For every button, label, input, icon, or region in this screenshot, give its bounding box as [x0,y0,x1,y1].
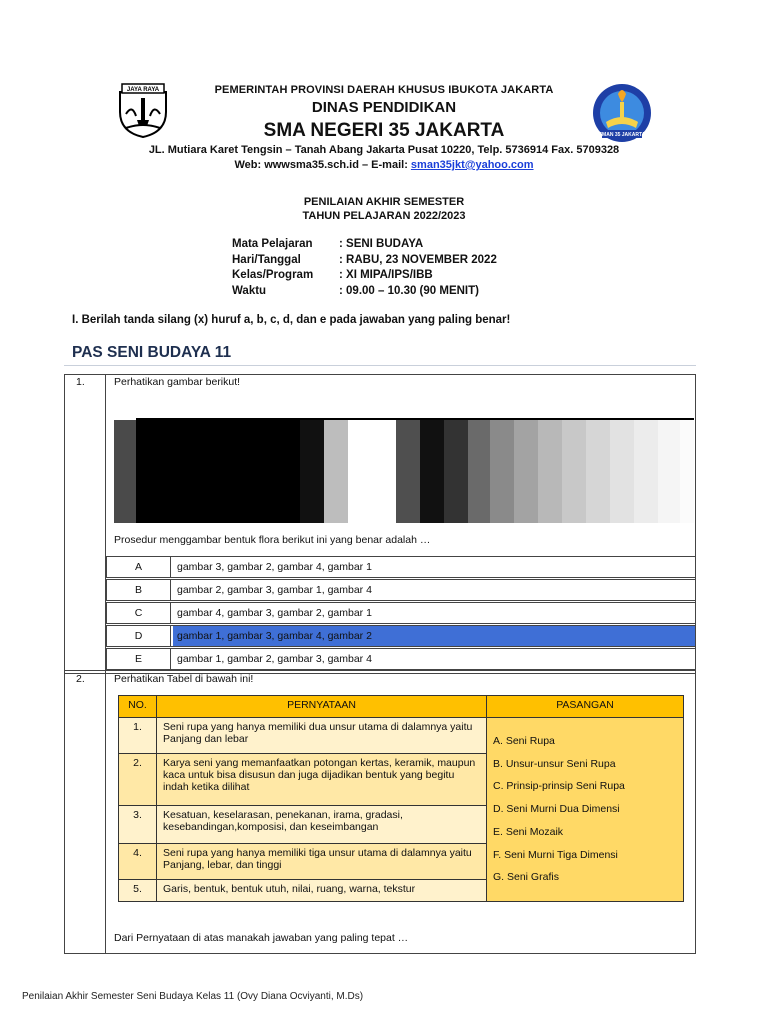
pair-item: E. Seni Mozaik [493,825,564,838]
exam-info [232,238,497,300]
info-key: Kelas/Program [232,269,314,281]
row-statement: Karya seni yang memanfaatkan potongan kertas, keramik, maupun kaca untuk bisa disusun dan juga dijadikan bentuk yang begitu indah ketika dilihat [157,754,487,806]
option-letter: D [107,626,171,646]
pair-item: G. Seni Grafis [493,871,559,884]
svg-text:SMAN 35 JAKARTA: SMAN 35 JAKARTA [598,132,646,138]
header-statement: PERNYATAAN [157,696,487,718]
question-1-number: 1. [76,376,85,388]
header-government-line: PEMERINTAH PROVINSI DAERAH KHUSUS IBUKOTA JAKARTA [214,84,554,96]
row-number: 5. [119,880,157,902]
info-row [232,285,497,301]
option-a[interactable] [106,556,696,578]
option-text: gambar 2, gambar 3, gambar 1, gambar 4 [177,584,372,596]
section-divider [64,365,696,366]
option-c[interactable] [106,602,696,624]
option-letter: C [107,603,171,623]
info-key: Hari/Tanggal [232,253,301,266]
svg-text:JAYA RAYA: JAYA RAYA [126,87,160,93]
question-1-prompt: Perhatikan gambar berikut! [114,376,241,388]
header-web: Web: wwwsma35.sch.id – E-mail: [234,159,411,171]
header-school-name: SMA NEGERI 35 JAKARTA [263,120,505,141]
row-number: 1. [119,718,157,754]
info-row [232,254,497,270]
header-no: NO. [119,696,157,718]
pair-item: C. Prinsip-prinsip Seni Rupa [493,780,625,793]
header-address: JL. Mutiara Karet Tengsin – Tanah Abang Jakarta Pusat 10220, Telp. 5736914 Fax. 5709328 [148,144,620,156]
table-row [119,718,684,754]
pair-list [487,718,684,902]
page-footer: Penilaian Akhir Semester Seni Budaya Kelas 11 (Ovy Diana Ocviyanti, M.Ds) [22,991,364,1002]
header-pair: PASANGAN [487,696,684,718]
question-1-number-cell [64,374,106,674]
option-letter: E [107,649,171,669]
info-row [232,269,497,285]
option-letter: B [107,580,171,600]
email-link[interactable]: sman35jkt@yahoo.com [410,159,534,171]
info-row [232,238,497,254]
question-2-number-cell [64,670,106,954]
question-2-number: 2. [76,673,85,685]
info-key: Mata Pelajaran [232,238,313,250]
question-2-text: Dari Pernyataan di atas manakah jawaban yang paling tepat … [114,932,409,944]
instruction: I. Berilah tanda silang (x) huruf a, b, c, d, dan e pada jawaban yang paling benar! [72,314,511,326]
exam-title: PENILAIAN AKHIR SEMESTER [303,196,465,208]
exam-year: TAHUN PELAJARAN 2022/2023 [302,210,466,222]
row-statement: Seni rupa yang hanya memiliki tiga unsur utama di dalamnya yaitu Panjang, lebar, dan tinggi [157,844,487,880]
header-contact [0,159,768,171]
statement-table [118,695,684,902]
row-statement: Seni rupa yang hanya memiliki dua unsur utama di dalamnya yaitu Panjang dan lebar [157,718,487,754]
pair-item: F. Seni Murni Tiga Dimensi [493,848,618,861]
option-e[interactable] [106,648,696,670]
option-d-selected[interactable] [106,625,696,647]
info-value: : RABU, 23 NOVEMBER 2022 [339,253,497,266]
option-text: gambar 1, gambar 2, gambar 3, gambar 4 [177,653,372,665]
row-statement: Garis, bentuk, bentuk utuh, nilai, ruang, warna, tekstur [157,880,487,902]
option-b[interactable] [106,579,696,601]
pair-item: D. Seni Murni Dua Dimensi [493,803,620,816]
option-text: gambar 3, gambar 2, gambar 4, gambar 1 [177,561,372,573]
option-text: gambar 1, gambar 3, gambar 4, gambar 2 [173,626,695,646]
row-number: 4. [119,844,157,880]
info-value: : 09.00 – 10.30 (90 MENIT) [339,284,479,297]
row-number: 2. [119,754,157,806]
option-letter: A [107,557,171,577]
flora-drawing-image [114,420,694,523]
option-text: gambar 4, gambar 3, gambar 2, gambar 1 [177,607,372,619]
pair-item: A. Seni Rupa [493,735,555,748]
row-number: 3. [119,806,157,844]
header-department: DINAS PENDIDIKAN [311,99,457,116]
row-statement: Kesatuan, keselarasan, penekanan, irama, gradasi, kesebandingan,komposisi, dan keseimbangan [157,806,487,844]
info-value: : SENI BUDAYA [339,238,424,250]
pair-item: B. Unsur-unsur Seni Rupa [493,757,616,770]
question-1-text: Prosedur menggambar bentuk flora berikut ini yang benar adalah … [114,534,431,546]
info-key: Waktu [232,284,267,297]
section-title: PAS SENI BUDAYA 11 [72,344,232,361]
question-2-prompt: Perhatikan Tabel di bawah ini! [114,673,254,685]
info-value: : XI MIPA/IPS/IBB [339,269,433,281]
